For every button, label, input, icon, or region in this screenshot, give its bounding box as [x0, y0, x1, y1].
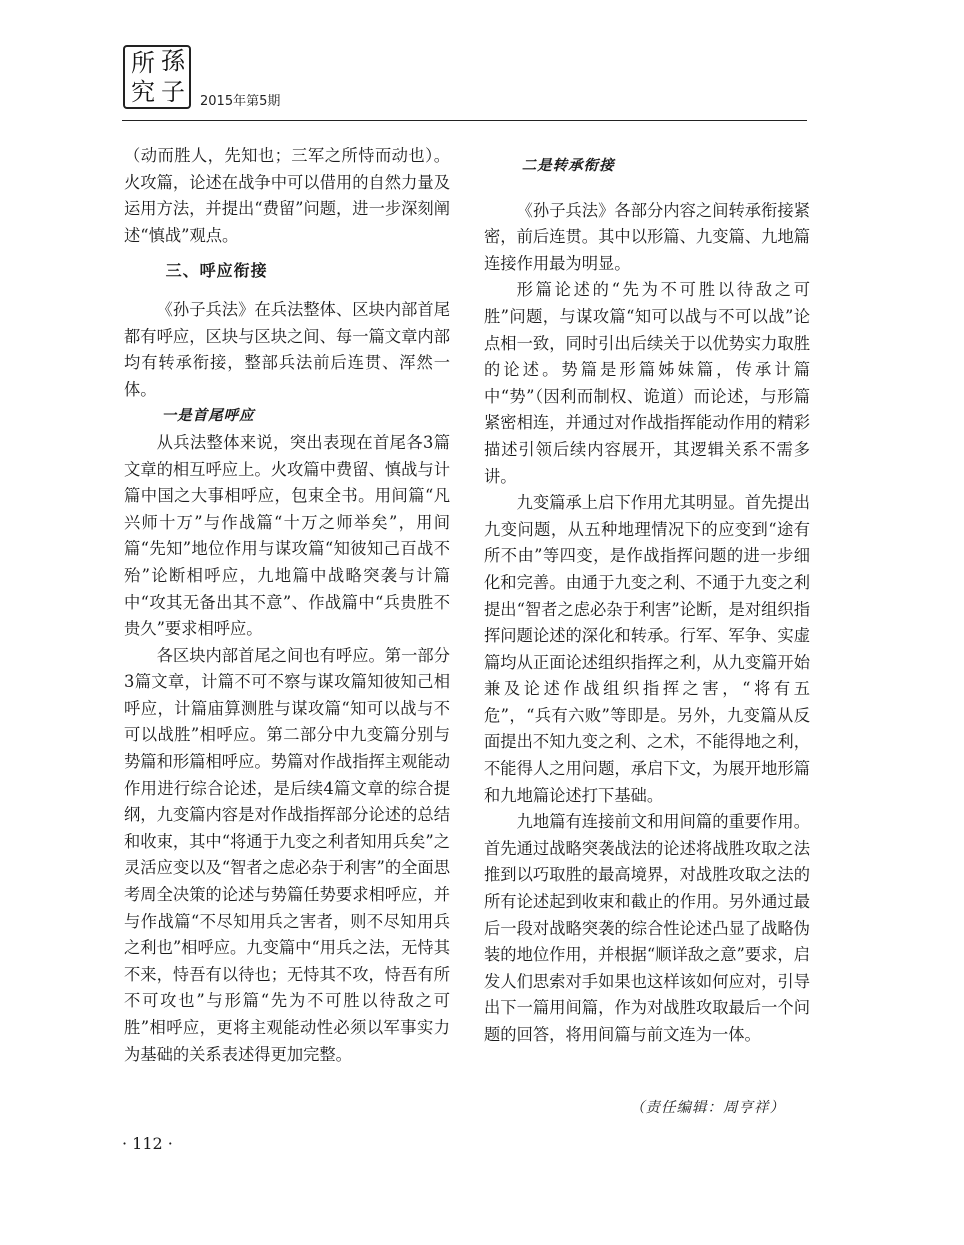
paragraph: 《孙子兵法》各部分内容之间转承衔接紧密，前后连贯。其中以形篇、九变篇、九地篇连接作用最为明显。	[484, 200, 810, 273]
paragraph: 各区块内部首尾之间也有呼应。第一部分3篇文章，计篇不可不察与谋攻篇知彼知己相呼应，计篇庙算测胜与谋攻篇“知可以战与不可以战胜”相呼应。第二部分中九变篇分别与势篇和形篇相呼应。势篇对作战指挥主观能动作用进行综合论述，是后续4篇文章的综合提纲，九变篇内容是对作战指挥部分论述的总结和收束，其中“将通于九变之利者知用兵矣”之灵活应变以及“智者之虑必杂于利害”的全面思考周全决策的论述与势篇任势要求相呼应，并与作战篇“不尽知用兵之害者，则不尽知用兵之利也”相呼应。九变篇中“用兵之法，无恃其不来，恃吾有以待也；无恃其不攻，恃吾有所不可攻也”与形篇“先为不可胜以待敌之可胜”相呼应，更将主观能动性必须以军事实力为基础的关系表述得更加完整。	[124, 645, 450, 1064]
right-column	[484, 153, 810, 1049]
logo-char: 究	[131, 78, 155, 106]
paragraph: 从兵法整体来说，突出表现在首尾各3篇文章的相互呼应上。火攻篇中费留、慎战与计篇中国之大事相呼应，包束全书。用间篇“凡兴师十万”与作战篇“十万之师举矣”，用间篇“先知”地位作用与谋攻篇“知彼知己百战不殆”论断相呼应，九地篇中战略突袭与计篇中“攻其无备出其不意”、作战篇中“兵贵胜不贵久”要求相呼应。	[124, 432, 450, 639]
paragraph: 形篇论述的“先为不可胜以待敌之可胜”问题，与谋攻篇“知可以战与不可以战”论点相一致，同时引出后续关于以优势实力取胜的论述。势篇是形篇姊妹篇，传承计篇中“势”（因利而制权、诡道）而论述，与形篇紧密相连，并通过对作战指挥能动作用的精彩描述引领后续内容展开，其逻辑关系不需多讲。	[484, 280, 810, 486]
page-number: · 112 ·	[122, 1134, 173, 1153]
logo-char: 所	[131, 49, 155, 77]
section-heading: 三、呼应衔接	[165, 261, 268, 281]
journal-logo	[123, 45, 191, 109]
header-divider	[122, 120, 807, 121]
logo-char: 子	[161, 78, 185, 106]
paragraph: 九变篇承上启下作用尤其明显。首先提出九变问题，从五种地理情况下的应变到“途有所不由”等四变，是作战指挥问题的进一步细化和完善。由通于九变之利、不通于九变之利提出“智者之虑必杂于利害”论断，是对组织指挥问题论述的深化和转承。行军、军争、实虚篇均从正面论述组织指挥之利，从九变篇开始兼及论述作战组织指挥之害，“将有五危”，“兵有六败”等即是。另外，九变篇从反面提出不知九变之利、之术，不能得地之利，不能得人之用问题，承启下文，为展开地形篇和九地篇论述打下基础。	[484, 493, 810, 805]
responsible-editor: （责任编辑：周亨祥）	[630, 1100, 785, 1116]
left-column	[124, 143, 450, 1068]
paragraph: 九地篇有连接前文和用间篇的重要作用。首先通过战略突袭战法的论述将战胜攻取之法推到以巧取胜的最高境界，对战胜攻取之法的所有论述起到收束和截止的作用。另外通过最后一段对战略突袭的综合性论述凸显了战略伪装的地位作用，并根据“顺详敌之意”要求，启发人们思索对手如果也这样该如何应对，引导出下一篇用间篇，作为对战胜攻取最后一个问题的回答，将用间篇与前文连为一体。	[484, 812, 810, 1044]
paragraph: （动而胜人，先知也；三军之所恃而动也）。火攻篇，论述在战争中可以借用的自然力量及运用方法，并提出“费留”问题，进一步深刻阐述“慎战”观点。	[124, 146, 450, 245]
paragraph: 《孙子兵法》在兵法整体、区块内部首尾都有呼应，区块与区块之间、每一篇文章内部均有转承衔接，整部兵法前后连贯、浑然一体。	[124, 299, 450, 399]
issue-label: 2015年第5期	[200, 94, 281, 109]
logo-char: 孫	[161, 47, 185, 75]
subheading: 二是转承衔接	[521, 157, 615, 174]
subheading: 一是首尾呼应	[161, 407, 255, 425]
